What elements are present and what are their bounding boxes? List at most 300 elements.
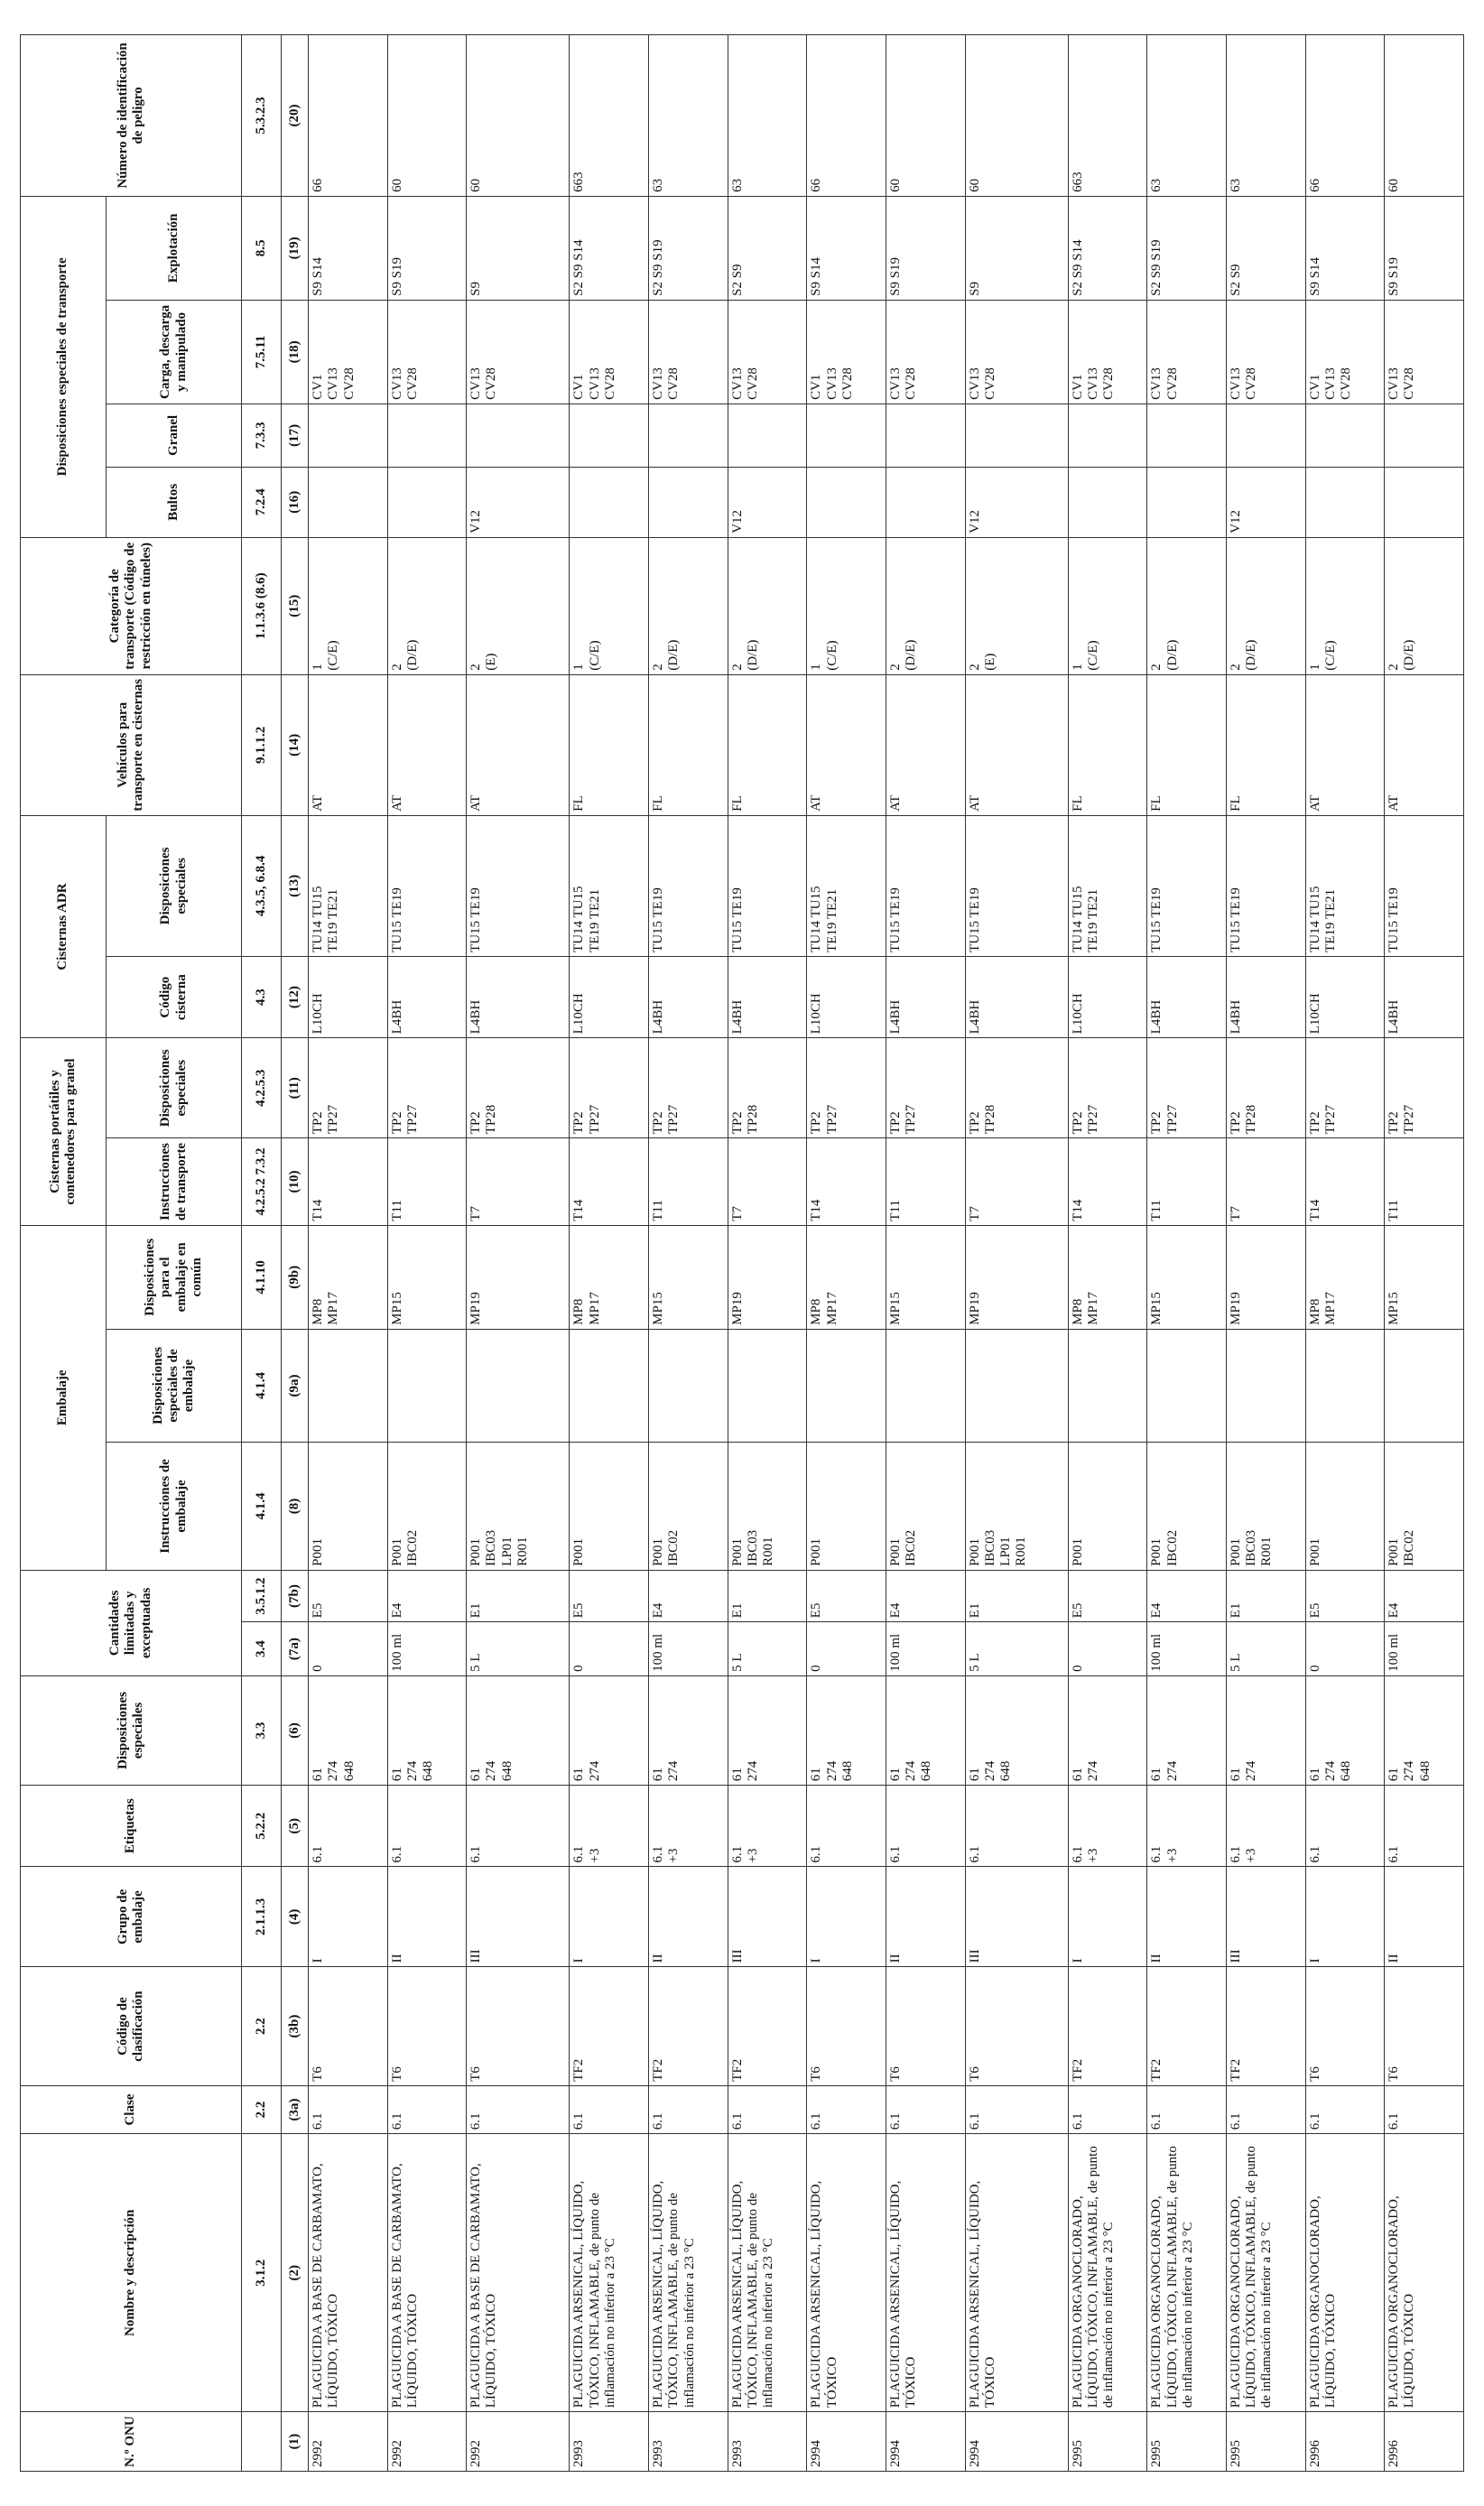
table-cell: TF2	[570, 1967, 649, 2085]
table-cell: CV1 CV13 CV28	[807, 300, 886, 404]
column-number-cell: (18)	[282, 300, 309, 404]
reference-cell: 4.2.5.2 7.3.2	[242, 1138, 282, 1226]
table-cell: 2 (D/E)	[387, 537, 467, 674]
reference-cell: 2.2	[242, 1967, 282, 2085]
table-cell: L4BH	[1147, 956, 1227, 1037]
table-cell: FL	[1226, 674, 1305, 815]
header-group-row	[21, 35, 107, 2472]
table-cell	[886, 404, 965, 467]
table-cell: 60	[467, 35, 570, 197]
table-cell: S2 S9 S19	[1147, 196, 1227, 300]
table-cell: E1	[965, 1570, 1068, 1622]
table-cell: V12	[965, 467, 1068, 537]
table-cell: II	[387, 1867, 467, 1967]
table-cell: 1 (C/E)	[309, 537, 388, 674]
table-cell: P001	[309, 1443, 388, 1571]
table-cell: 100 ml	[1147, 1622, 1227, 1676]
reference-cell: 4.3.5, 6.8.4	[242, 815, 282, 956]
table-cell: 61 274	[1147, 1675, 1227, 1785]
table-cell: TP2 TP27	[387, 1038, 467, 1138]
table-cell: CV1 CV13 CV28	[570, 300, 649, 404]
table-cell: 61 274	[649, 1675, 728, 1785]
column-number-cell: (7a)	[282, 1622, 309, 1676]
table-cell: FL	[1147, 674, 1227, 815]
table-cell: TF2	[728, 1967, 807, 2085]
table-cell: 61 274 648	[1305, 1675, 1385, 1785]
column-number-cell: (13)	[282, 815, 309, 956]
reference-cell	[242, 2412, 282, 2472]
table-cell: T7	[1226, 1138, 1305, 1226]
table-cell: T14	[570, 1138, 649, 1226]
group-portable-header: Cisternas portátiles y contenedores para granel	[21, 1038, 107, 1225]
table-cell: 2996	[1305, 2412, 1385, 2472]
col-tsp-header: Disposiciones especiales	[107, 1038, 242, 1138]
table-row	[649, 35, 728, 2472]
table-cell: 60	[886, 35, 965, 197]
table-cell: S9 S19	[1385, 196, 1464, 300]
table-cell: FL	[728, 674, 807, 815]
table-cell: T7	[467, 1138, 570, 1226]
col-pg-header: Grupo de embalaje	[21, 1867, 242, 1967]
table-cell: S9 S14	[309, 196, 388, 300]
table-cell: MP8 MP17	[1305, 1225, 1385, 1329]
table-cell: MP19	[1226, 1225, 1305, 1329]
table-cell: 60	[965, 35, 1068, 197]
table-cell: 6.1 +3	[1147, 1786, 1227, 1867]
table-cell: 1 (C/E)	[807, 537, 886, 674]
table-cell: 66	[1305, 35, 1385, 197]
table-cell: TP2 TP28	[728, 1038, 807, 1138]
table-cell	[1305, 1329, 1385, 1442]
table-cell: 6.1	[570, 2085, 649, 2133]
table-cell: TF2	[649, 1967, 728, 2085]
table-cell: V12	[1226, 467, 1305, 537]
table-cell: 6.1 +3	[1068, 1786, 1147, 1867]
table-cell: 61 274 648	[965, 1675, 1068, 1785]
column-number-cell: (14)	[282, 674, 309, 815]
table-cell	[1385, 467, 1464, 537]
table-cell: 2993	[570, 2412, 649, 2472]
reference-row	[242, 35, 282, 2472]
reference-cell: 4.1.4	[242, 1443, 282, 1571]
table-cell: 1 (C/E)	[1305, 537, 1385, 674]
table-cell: MP15	[886, 1225, 965, 1329]
table-cell: P001	[807, 1443, 886, 1571]
reference-cell: 3.4	[242, 1622, 282, 1676]
table-cell	[1068, 1329, 1147, 1442]
table-cell: T6	[886, 1967, 965, 2085]
table-cell: T11	[649, 1138, 728, 1226]
table-cell: 0	[1068, 1622, 1147, 1676]
table-cell: PLAGUICIDA ORGANOCLORADO, LÍQUIDO, TÓXICO, INFLAMABLE, de punto de inflamación no inferior a 23 °C	[1226, 2134, 1305, 2412]
table-cell: P001 IBC02	[886, 1443, 965, 1571]
table-cell: 2992	[309, 2412, 388, 2472]
table-cell: CV13 CV28	[728, 300, 807, 404]
table-cell: 5 L	[728, 1622, 807, 1676]
table-cell: I	[570, 1867, 649, 1967]
reference-cell: 4.1.10	[242, 1225, 282, 1329]
table-cell: MP15	[387, 1225, 467, 1329]
table-cell	[649, 1329, 728, 1442]
table-cell: AT	[467, 674, 570, 815]
table-cell: MP15	[649, 1225, 728, 1329]
table-cell: 63	[728, 35, 807, 197]
table-cell: I	[309, 1867, 388, 1967]
table-cell: PLAGUICIDA A BASE DE CARBAMATO, LÍQUIDO, TÓXICO	[387, 2134, 467, 2412]
table-row	[728, 35, 807, 2472]
column-number-cell: (2)	[282, 2134, 309, 2412]
table-cell: TU15 TE19	[1385, 815, 1464, 956]
table-cell: MP8 MP17	[1068, 1225, 1147, 1329]
table-row	[1068, 35, 1147, 2472]
table-cell: T14	[1305, 1138, 1385, 1226]
table-cell	[728, 404, 807, 467]
table-cell	[570, 1329, 649, 1442]
table-cell: CV13 CV28	[1385, 300, 1464, 404]
table-cell: 2994	[965, 2412, 1068, 2472]
table-cell: AT	[1385, 674, 1464, 815]
col-mixed-header: Disposiciones para el embalaje en común	[107, 1225, 242, 1329]
table-cell: S2 S9	[728, 196, 807, 300]
table-cell: 2995	[1147, 2412, 1227, 2472]
table-cell: 6.1	[387, 2085, 467, 2133]
table-cell: II	[886, 1867, 965, 1967]
table-cell: 0	[1305, 1622, 1385, 1676]
table-cell: 6.1	[1305, 2085, 1385, 2133]
table-cell: L10CH	[309, 956, 388, 1037]
table-cell: L10CH	[570, 956, 649, 1037]
table-cell: 6.1	[886, 2085, 965, 2133]
table-cell: PLAGUICIDA A BASE DE CARBAMATO, LÍQUIDO, TÓXICO	[309, 2134, 388, 2412]
table-cell: 61 274 648	[886, 1675, 965, 1785]
table-cell: CV13 CV28	[1226, 300, 1305, 404]
reference-cell: 8.5	[242, 196, 282, 300]
table-cell: 66	[807, 35, 886, 197]
col-loading-header: Carga, descarga y manipulado	[107, 300, 242, 404]
col-un-header: N.º ONU	[21, 2412, 242, 2472]
table-cell: 6.1	[728, 2085, 807, 2133]
col-adr-sp-header: Disposiciones especiales	[107, 815, 242, 956]
table-cell	[1147, 404, 1227, 467]
table-cell: 2 (D/E)	[728, 537, 807, 674]
reference-cell: 9.1.1.2	[242, 674, 282, 815]
table-cell: 2993	[649, 2412, 728, 2472]
table-cell: T6	[807, 1967, 886, 2085]
table-cell: L4BH	[387, 956, 467, 1037]
table-cell: V12	[728, 467, 807, 537]
table-cell: 61 274 648	[1385, 1675, 1464, 1785]
table-cell: L4BH	[965, 956, 1068, 1037]
table-cell: 6.1	[1147, 2085, 1227, 2133]
table-cell: III	[467, 1867, 570, 1967]
col-sp-header: Disposiciones especiales	[21, 1675, 242, 1785]
table-cell: S2 S9 S14	[1068, 196, 1147, 300]
table-cell: 2996	[1385, 2412, 1464, 2472]
table-cell: 6.1	[1305, 1786, 1385, 1867]
table-cell: TP2 TP27	[886, 1038, 965, 1138]
table-cell: I	[1068, 1867, 1147, 1967]
table-cell	[728, 1329, 807, 1442]
table-cell: AT	[886, 674, 965, 815]
table-cell: E5	[1068, 1570, 1147, 1622]
table-cell: 6.1	[387, 1786, 467, 1867]
table-cell	[1147, 467, 1227, 537]
column-number-cell: (12)	[282, 956, 309, 1037]
group-adr-header: Cisternas ADR	[21, 815, 107, 1037]
table-body	[309, 35, 1464, 2472]
reference-cell: 3.5.1.2	[242, 1570, 282, 1622]
table-cell: MP19	[467, 1225, 570, 1329]
table-cell: E5	[570, 1570, 649, 1622]
table-cell: TF2	[1147, 1967, 1227, 2085]
table-cell: 60	[387, 35, 467, 197]
table-cell: AT	[965, 674, 1068, 815]
table-cell: TP2 TP27	[309, 1038, 388, 1138]
table-cell: 63	[649, 35, 728, 197]
table-cell: T11	[1385, 1138, 1464, 1226]
table-cell	[649, 404, 728, 467]
table-cell: 6.1	[649, 2085, 728, 2133]
table-cell: III	[1226, 1867, 1305, 1967]
table-cell: MP8 MP17	[309, 1225, 388, 1329]
table-cell	[1385, 404, 1464, 467]
table-cell: 6.1	[807, 2085, 886, 2133]
table-cell: 5 L	[965, 1622, 1068, 1676]
table-cell: T14	[309, 1138, 388, 1226]
table-cell: CV1 CV13 CV28	[309, 300, 388, 404]
table-cell: TU15 TE19	[886, 815, 965, 956]
table-cell: 2995	[1226, 2412, 1305, 2472]
table-cell: E1	[728, 1570, 807, 1622]
table-cell: 6.1	[467, 1786, 570, 1867]
table-cell	[387, 404, 467, 467]
table-cell: MP8 MP17	[570, 1225, 649, 1329]
table-cell: 5 L	[467, 1622, 570, 1676]
table-cell: FL	[649, 674, 728, 815]
reference-cell: 2.1.1.3	[242, 1867, 282, 1967]
column-number-cell: (20)	[282, 35, 309, 197]
table-cell: TU14 TU15 TE19 TE21	[570, 815, 649, 956]
table-cell	[807, 404, 886, 467]
table-cell: S9 S19	[387, 196, 467, 300]
table-cell: FL	[1068, 674, 1147, 815]
table-cell: P001 IBC02	[649, 1443, 728, 1571]
table-cell: PLAGUICIDA ARSENICAL, LÍQUIDO, TÓXICO, INFLAMABLE, de punto de inflamación no inferior a 23 °C	[649, 2134, 728, 2412]
table-cell: AT	[309, 674, 388, 815]
table-cell: 100 ml	[886, 1622, 965, 1676]
column-number-cell: (10)	[282, 1138, 309, 1226]
column-number-cell: (15)	[282, 537, 309, 674]
table-cell: TP2 TP27	[1385, 1038, 1464, 1138]
table-cell: 61 274	[570, 1675, 649, 1785]
table-cell: 61 274 648	[467, 1675, 570, 1785]
table-cell: 6.1	[1068, 2085, 1147, 2133]
table-cell: 2 (D/E)	[886, 537, 965, 674]
table-cell: P001	[570, 1443, 649, 1571]
table-cell: E4	[886, 1570, 965, 1622]
table-cell: 60	[1385, 35, 1464, 197]
table-cell	[807, 1329, 886, 1442]
table-cell: CV13 CV28	[387, 300, 467, 404]
table-row	[1305, 35, 1385, 2472]
table-cell: E4	[1147, 1570, 1227, 1622]
reference-cell: 1.1.3.6 (8.6)	[242, 537, 282, 674]
table-cell	[309, 404, 388, 467]
reference-cell: 7.2.4	[242, 467, 282, 537]
table-cell: L4BH	[1226, 956, 1305, 1037]
col-operation-header: Explotación	[107, 196, 242, 300]
table-cell: 63	[1147, 35, 1227, 197]
table-cell: S9	[467, 196, 570, 300]
table-cell: T11	[387, 1138, 467, 1226]
table-cell: TP2 TP27	[807, 1038, 886, 1138]
table-cell: TF2	[1226, 1967, 1305, 2085]
table-cell: II	[1385, 1867, 1464, 1967]
table-cell: MP15	[1147, 1225, 1227, 1329]
table-cell: PLAGUICIDA ORGANOCLORADO, LÍQUIDO, TÓXICO, INFLAMABLE, de punto de inflamación no inferior a 23 °C	[1147, 2134, 1227, 2412]
column-number-cell: (7b)	[282, 1570, 309, 1622]
table-row	[1147, 35, 1227, 2472]
table-cell: 2 (E)	[965, 537, 1068, 674]
table-cell: E5	[807, 1570, 886, 1622]
table-cell: V12	[467, 467, 570, 537]
table-cell: PLAGUICIDA ORGANOCLORADO, LÍQUIDO, TÓXICO	[1385, 2134, 1464, 2412]
table-cell: PLAGUICIDA ARSENICAL, LÍQUIDO, TÓXICO	[886, 2134, 965, 2412]
table-cell: 6.1 +3	[728, 1786, 807, 1867]
table-cell	[570, 404, 649, 467]
table-cell: P001 IBC03 LP01 R001	[965, 1443, 1068, 1571]
table-row	[886, 35, 965, 2472]
col-category-header: Categoría de transporte (Código de restricción en túneles)	[21, 537, 242, 674]
table-cell: TU15 TE19	[649, 815, 728, 956]
reference-cell: 7.5.11	[242, 300, 282, 404]
col-bulk-header: Granel	[107, 404, 242, 467]
column-number-cell: (1)	[282, 2412, 309, 2472]
table-cell: T14	[807, 1138, 886, 1226]
table-cell: T6	[467, 1967, 570, 2085]
table-cell: 2994	[886, 2412, 965, 2472]
table-cell: E4	[649, 1570, 728, 1622]
table-cell	[309, 1329, 388, 1442]
column-number-cell: (16)	[282, 467, 309, 537]
table-cell: TP2 TP28	[467, 1038, 570, 1138]
column-number-cell: (9b)	[282, 1225, 309, 1329]
reference-cell: 4.3	[242, 956, 282, 1037]
table-cell: TU15 TE19	[387, 815, 467, 956]
table-cell: 0	[807, 1622, 886, 1676]
table-cell: S9 S19	[886, 196, 965, 300]
table-cell: P001 IBC03 LP01 R001	[467, 1443, 570, 1571]
table-cell: T11	[886, 1138, 965, 1226]
table-cell	[387, 467, 467, 537]
table-cell: TP2 TP27	[1147, 1038, 1227, 1138]
table-cell: PLAGUICIDA A BASE DE CARBAMATO, LÍQUIDO, TÓXICO	[467, 2134, 570, 2412]
table-cell: 61 274	[1068, 1675, 1147, 1785]
column-number-cell: (6)	[282, 1675, 309, 1785]
table-cell: P001 IBC02	[1385, 1443, 1464, 1571]
table-cell	[1068, 467, 1147, 537]
table-cell: MP19	[965, 1225, 1068, 1329]
table-cell	[1226, 1329, 1305, 1442]
table-cell: 6.1 +3	[1226, 1786, 1305, 1867]
table-cell: 61 274 648	[387, 1675, 467, 1785]
col-name-header: Nombre y descripción	[21, 2134, 242, 2412]
reference-cell: 5.2.2	[242, 1786, 282, 1867]
table-cell: TU15 TE19	[467, 815, 570, 956]
table-cell: TP2 TP28	[965, 1038, 1068, 1138]
table-cell: 6.1	[1385, 2085, 1464, 2133]
table-cell: 6.1 +3	[649, 1786, 728, 1867]
table-row	[309, 35, 388, 2472]
table-cell: FL	[570, 674, 649, 815]
table-cell: PLAGUICIDA ARSENICAL, LÍQUIDO, TÓXICO	[807, 2134, 886, 2412]
table-cell: 66	[309, 35, 388, 197]
table-cell: TP2 TP27	[1305, 1038, 1385, 1138]
table-row	[1226, 35, 1305, 2472]
table-cell: T7	[728, 1138, 807, 1226]
table-cell: CV1 CV13 CV28	[1305, 300, 1385, 404]
reference-cell: 2.2	[242, 2085, 282, 2133]
table-cell: II	[649, 1867, 728, 1967]
reference-cell: 4.1.4	[242, 1329, 282, 1442]
table-cell: TU15 TE19	[965, 815, 1068, 956]
table-cell: 63	[1226, 35, 1305, 197]
table-cell: 2994	[807, 2412, 886, 2472]
table-cell: 2995	[1068, 2412, 1147, 2472]
table-cell: P001 IBC03 R001	[1226, 1443, 1305, 1571]
table-cell: T6	[1385, 1967, 1464, 2085]
column-number-cell: (9a)	[282, 1329, 309, 1442]
column-number-row	[282, 35, 309, 2472]
table-cell: P001 IBC03 R001	[728, 1443, 807, 1571]
col-hazard-header: Número de identificación de peligro	[21, 35, 242, 197]
table-cell: MP15	[1385, 1225, 1464, 1329]
table-cell: CV13 CV28	[965, 300, 1068, 404]
table-cell: 2 (D/E)	[1385, 537, 1464, 674]
table-cell: 6.1	[309, 2085, 388, 2133]
table-cell: 6.1	[309, 1786, 388, 1867]
table-cell	[1305, 467, 1385, 537]
table-cell: AT	[387, 674, 467, 815]
table-cell: 2992	[467, 2412, 570, 2472]
table-cell: PLAGUICIDA ARSENICAL, LÍQUIDO, TÓXICO	[965, 2134, 1068, 2412]
dangerous-goods-table	[20, 34, 1464, 2472]
table-cell: E1	[1226, 1570, 1305, 1622]
table-cell: E4	[1385, 1570, 1464, 1622]
table-cell: TP2 TP27	[570, 1038, 649, 1138]
table-cell: 100 ml	[387, 1622, 467, 1676]
table-cell: L4BH	[1385, 956, 1464, 1037]
table-cell: I	[807, 1867, 886, 1967]
col-ti-header: Instrucciones de transporte	[107, 1138, 242, 1226]
table-cell: I	[1305, 1867, 1385, 1967]
col-pi-header: Instrucciones de embalaje	[107, 1443, 242, 1571]
table-cell: 6.1 +3	[570, 1786, 649, 1867]
table-cell: TP2 TP27	[649, 1038, 728, 1138]
table-cell: MP8 MP17	[807, 1225, 886, 1329]
table-cell	[886, 467, 965, 537]
table-cell	[649, 467, 728, 537]
table-cell: T6	[309, 1967, 388, 2085]
table-cell: 2 (D/E)	[1226, 537, 1305, 674]
table-cell: S2 S9 S14	[570, 196, 649, 300]
table-cell: P001 IBC02	[1147, 1443, 1227, 1571]
table-cell: 663	[570, 35, 649, 197]
table-cell: T14	[1068, 1138, 1147, 1226]
col-psp-header: Disposiciones especiales de embalaje	[107, 1329, 242, 1442]
group-special-header: Disposiciones especiales de transporte	[21, 196, 107, 537]
table-cell: 1 (C/E)	[570, 537, 649, 674]
